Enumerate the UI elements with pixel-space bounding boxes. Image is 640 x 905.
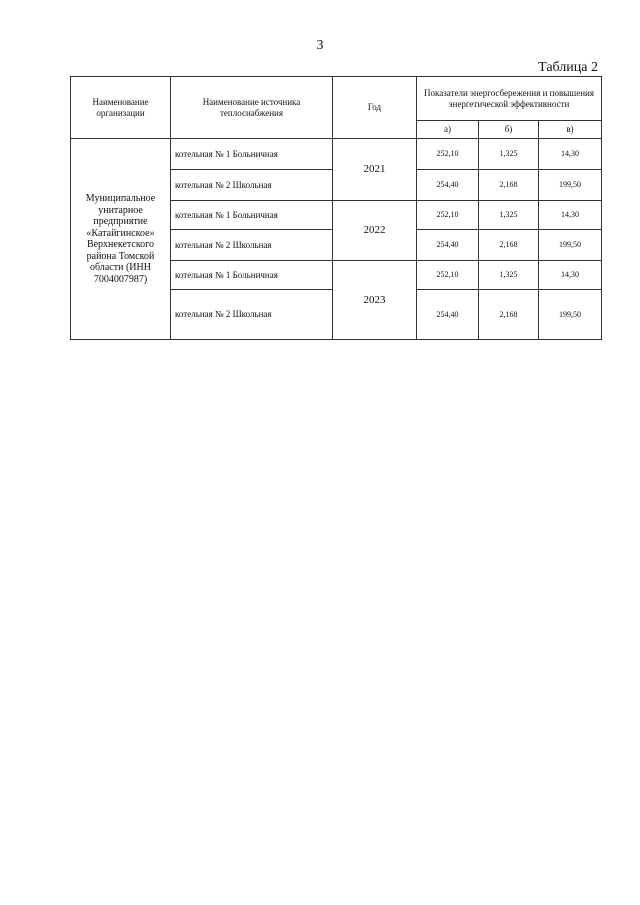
value-a-cell: 254,40 xyxy=(417,290,479,340)
value-c-cell: 199,50 xyxy=(539,170,602,201)
value-a-cell: 254,40 xyxy=(417,170,479,201)
subheader-b: б) xyxy=(479,121,539,139)
value-b-cell: 2,168 xyxy=(479,290,539,340)
value-b-cell: 2,168 xyxy=(479,230,539,261)
source-cell: котельная № 1 Больничная xyxy=(171,201,333,230)
subheader-a: а) xyxy=(417,121,479,139)
value-b-cell: 1,325 xyxy=(479,201,539,230)
source-cell: котельная № 1 Больничная xyxy=(171,139,333,170)
value-c-cell: 199,50 xyxy=(539,290,602,340)
value-b-cell: 1,325 xyxy=(479,261,539,290)
value-c-cell: 14,30 xyxy=(539,139,602,170)
table-caption: Таблица 2 xyxy=(538,60,598,75)
value-b-cell: 1,325 xyxy=(479,139,539,170)
subheader-c: в) xyxy=(539,121,602,139)
header-year: Год xyxy=(333,77,417,139)
value-b-cell: 2,168 xyxy=(479,170,539,201)
value-a-cell: 252,10 xyxy=(417,261,479,290)
source-cell: котельная № 1 Больничная xyxy=(171,261,333,290)
header-indicators: Показатели энергосбережения и повышения энергетической эффективности xyxy=(417,77,602,121)
value-c-cell: 14,30 xyxy=(539,201,602,230)
year-cell: 2021 xyxy=(333,139,417,201)
value-c-cell: 199,50 xyxy=(539,230,602,261)
value-c-cell: 14,30 xyxy=(539,261,602,290)
year-cell: 2022 xyxy=(333,201,417,261)
year-cell: 2023 xyxy=(333,261,417,340)
energy-efficiency-table xyxy=(70,76,602,340)
source-cell: котельная № 2 Школьная xyxy=(171,170,333,201)
header-source: Наименование источника теплоснабжения xyxy=(171,77,333,139)
value-a-cell: 252,10 xyxy=(417,201,479,230)
value-a-cell: 254,40 xyxy=(417,230,479,261)
source-cell: котельная № 2 Школьная xyxy=(171,290,333,340)
header-row xyxy=(71,77,602,121)
page-number: 3 xyxy=(316,38,324,53)
source-cell: котельная № 2 Школьная xyxy=(171,230,333,261)
organization-cell: Муниципальное унитарное предприятие «Катайгинское» Верхнекетского района Томской области (ИНН 7004007987) xyxy=(71,139,171,340)
table-row xyxy=(71,139,602,170)
value-a-cell: 252,10 xyxy=(417,139,479,170)
header-organization: Наименование организации xyxy=(71,77,171,139)
